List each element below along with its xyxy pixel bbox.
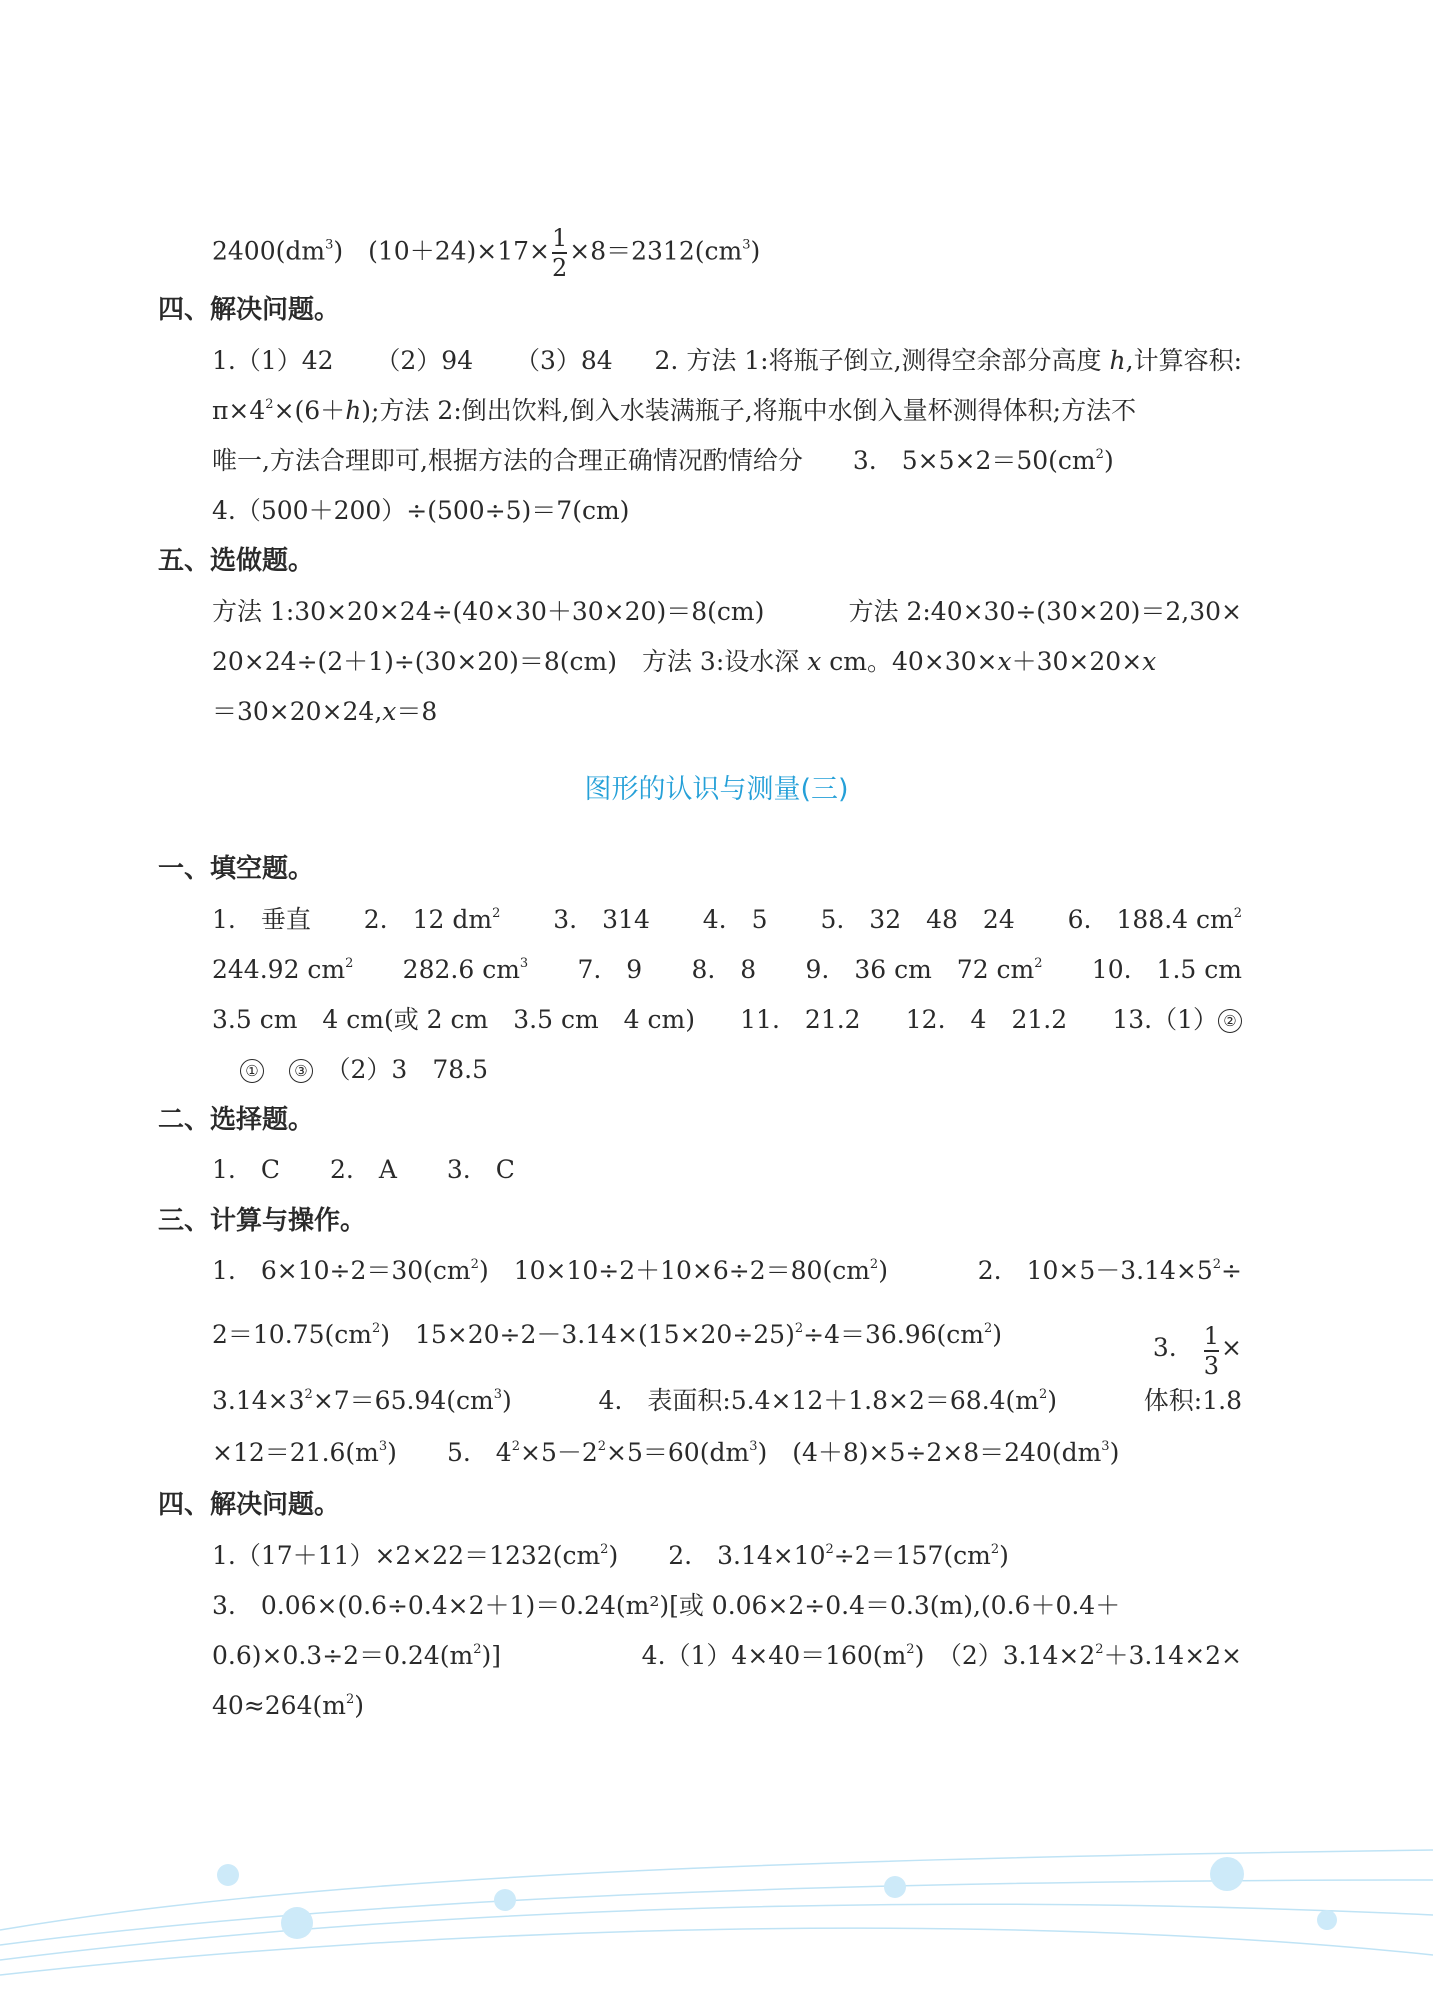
section-heading-4b: 四、解决问题。 (158, 1490, 341, 1520)
circled-three: ③ (289, 1059, 313, 1083)
wave-line (0, 1904, 1433, 1960)
s4a-line-4: 4.（500＋200）÷(500÷5)＝7(cm) (212, 496, 630, 525)
s4a-line-3: 唯一,方法合理即可,根据方法的合理正确情况酌情给分 3. $5\times 5\times 2=50(cm^2)$ (212, 446, 1114, 475)
s3-line-2: $2=10.75(cm^2)$ $15\times 20\div 2-3.14\times(15\times 20\div 25)^2\div 4=36.96(cm^2)$ 3. $\frac{1}{3}$ × (212, 1320, 1242, 1380)
section-heading-1: 一、填空题。 (158, 854, 315, 884)
section-heading-5: 五、选做题。 (158, 546, 315, 576)
s3-line-1: 1. $6\times 10\div 2=30(cm^2)$ $10\times 10\div 2+10\times 6\div 2=80(cm^2)$ 2. $10\times 5-3.14\times 5^2\div$ (212, 1256, 1242, 1285)
wave-line (0, 1880, 1433, 1945)
s5-line-1: 方法 1:30×20×24÷(40×30＋30×20)＝8(cm) 方法 2:40×30÷(30×20)＝2,30× (212, 597, 1242, 626)
decorative-wave-footer (0, 1820, 1433, 2000)
section-heading-2: 二、选择题。 (158, 1105, 315, 1135)
s2-answers: 1. C 2. A 3. C (212, 1155, 515, 1184)
s4a-line-2: $\pi\times 4^2\times(6+h)$;方法 2:倒出饮料,倒入水装满瓶子,将瓶中水倒入量杯测得体积;方法不 (212, 396, 1137, 425)
bubble-dot (281, 1907, 313, 1939)
s1-line-4: ① ③ （2）3 78.5 (240, 1057, 488, 1083)
bubble-dot (1210, 1857, 1244, 1891)
fraction-one-third: $\frac{1}{3}$ (1203, 1322, 1220, 1380)
bubble-dot (1317, 1910, 1337, 1930)
section-heading-4a: 四、解决问题。 (158, 295, 341, 325)
top-answer-line: $2400(dm^3)$ (10＋24)×17× $\frac{1}{2}$ $\times 8=2312(cm^3)$ (212, 224, 761, 282)
s3-line-4: $\times 12=21.6(m^3)$ 5. $4^2\times 5-2^2\times 5=60(dm^3)$ $(4+8)\times 5\div 2\times 8=240(dm^3)$ (212, 1438, 1120, 1467)
bubble-dot (884, 1876, 906, 1898)
s1-line-1: 1. 垂直 2. 12 $dm^2$ 3. 314 4. 5 5. 32 48 24 6. 188.4 $cm^2$ (212, 905, 1242, 934)
s1-line-3: 3.5 cm 4 cm(或 2 cm 3.5 cm 4 cm) 11. 21.2 12. 4 21.2 13.（1） ② (212, 1007, 1242, 1033)
s4b-line-1: $1.(17+11)\times 2\times 22=1232(cm^2)$ 2. $3.14\times 10^2\div 2=157(cm^2)$ (212, 1541, 1009, 1570)
bubble-dot (494, 1889, 516, 1911)
section-heading-3: 三、计算与操作。 (158, 1206, 367, 1236)
bubble-dot (217, 1864, 239, 1886)
s3-line-3: $3.14\times 3^2\times 7=65.94(cm^3)$ 4. 表面积$:5.4\times 12+1.8\times 2=68.4(m^2)$ 体积:1.8 (212, 1386, 1242, 1415)
s4a-line-1: 1.（1）42 （2）94 （3）84 2. 方法 1:将瓶子倒立,测得空余部分高度 h,计算容积: (212, 346, 1242, 375)
s4b-line-4: $40\approx 264(m^2)$ (212, 1691, 364, 1720)
s1-line-2: 244.92 $cm^2$ 282.6 $cm^3$ 7. 9 8. 8 9. 36 cm 72 $cm^2$ 10. 1.5 cm (212, 955, 1242, 984)
section-title: 图形的认识与测量(三) (584, 774, 849, 805)
fraction-one-half: $\frac{1}{2}$ (551, 224, 568, 282)
circled-two: ② (1218, 1009, 1242, 1033)
s4b-line-2: 3. 0.06×(0.6÷0.4×2＋1)＝0.24(m²)[或 0.06×2÷0.4＝0.3(m),(0.6＋0.4＋ (212, 1591, 1121, 1620)
wave-line (0, 1928, 1433, 1975)
s5-line-3: ＝30×20×24,x＝8 (212, 697, 438, 726)
s4b-line-3: $0.6)\times 0.3\div 2=0.24(m^2)$] $4.(1)4\times 40=160(m^2)$ $(2)3.14\times 2^2+3.14\times 2\times$ (212, 1641, 1242, 1670)
circled-one: ① (240, 1059, 264, 1083)
s5-line-2: 20×24÷(2＋1)÷(30×20)＝8(cm) 方法 3:设水深 x cm。40×30×x＋30×20×x (212, 647, 1157, 676)
